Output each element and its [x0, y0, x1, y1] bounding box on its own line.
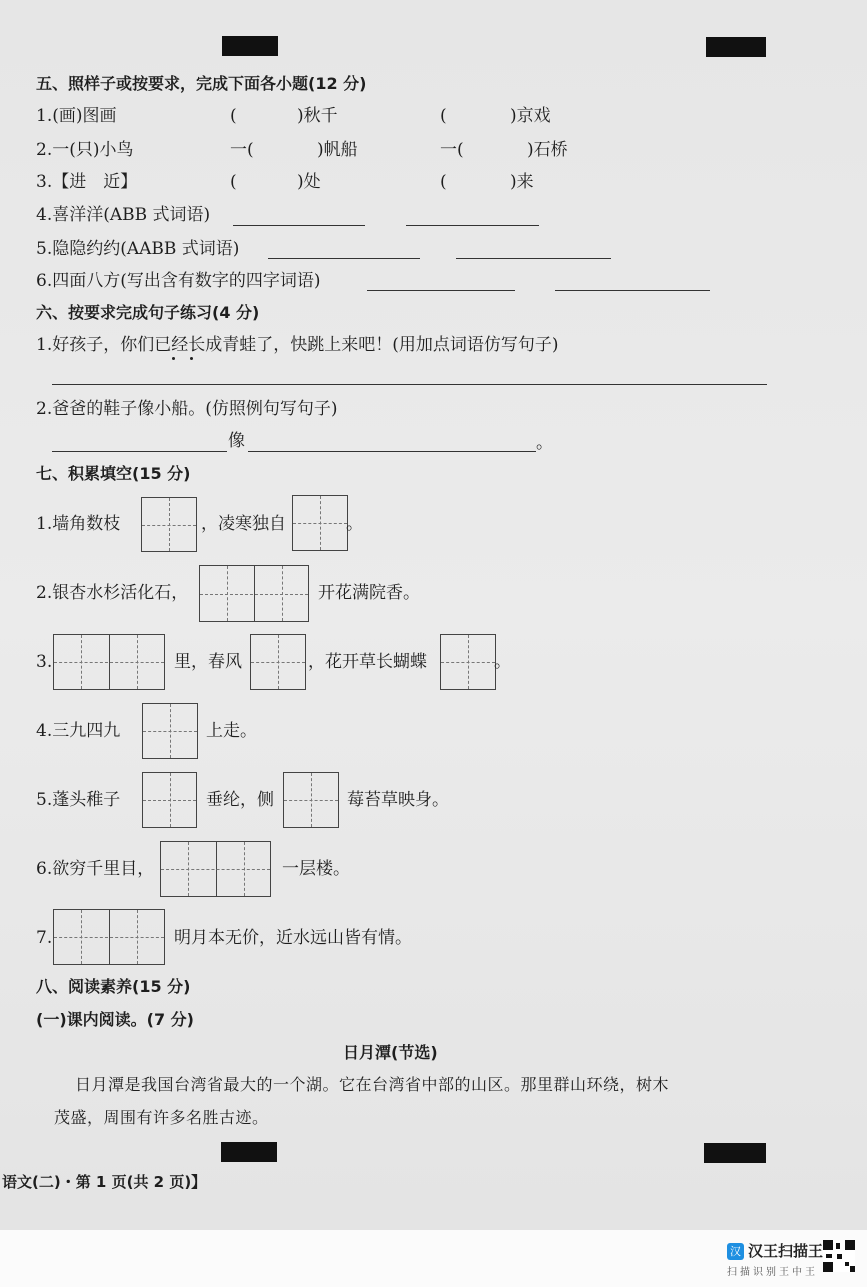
section-7-title: 七、积累填空(15 分) — [36, 464, 191, 483]
q7-5-char-box-1[interactable] — [142, 772, 197, 828]
q5-2-open: 一( — [230, 140, 254, 160]
q7-1-char-box-2[interactable] — [292, 495, 348, 551]
q5-2-open2: 一( — [440, 140, 464, 160]
q7-7-part1: 明月本无价，近水远山皆有情。 — [174, 928, 412, 948]
section-6-title: 六、按要求完成句子练习(4 分) — [36, 303, 260, 322]
q7-7-number: 7. — [36, 928, 53, 948]
q5-4-answer-line-2[interactable] — [406, 225, 539, 226]
section-8-subtitle: (一)课内阅读。(7 分) — [36, 1010, 194, 1029]
qr-code-icon[interactable] — [823, 1240, 855, 1272]
emphasis-dot — [172, 357, 175, 360]
q5-1-word2[interactable]: )京戏 — [510, 106, 551, 126]
q7-3-char-box-2[interactable] — [250, 634, 306, 690]
q7-3-number: 3. — [36, 652, 53, 672]
q5-3-open2: ( — [440, 172, 447, 192]
q7-2-part2: 开花满院香。 — [318, 583, 420, 603]
q5-4-prompt: 4.喜洋洋(ABB 式词语) — [36, 205, 211, 225]
registration-mark-bottom-right — [704, 1143, 766, 1163]
q7-6-part2: 一层楼。 — [282, 859, 350, 879]
q5-1-example: 1.(画)图画 — [36, 106, 117, 126]
page-footer: 语文(二)・第 1 页(共 2 页)】 — [2, 1173, 207, 1191]
q7-1-part2: ，凌寒独自 — [201, 514, 286, 534]
q6-2-answer-line-2[interactable] — [248, 451, 536, 452]
q7-6-char-box-double[interactable] — [160, 841, 271, 897]
registration-mark-bottom-left — [221, 1142, 277, 1162]
q7-3-part2: ，花开草长蝴蝶 — [308, 652, 427, 672]
q5-3-example: 3.【进 近】 — [36, 172, 138, 192]
section-8-title: 八、阅读素养(15 分) — [36, 977, 191, 996]
q7-3-char-box-3[interactable] — [440, 634, 496, 690]
q5-1-open2: ( — [440, 106, 447, 126]
q6-2-prompt: 2.爸爸的鞋子像小船。(仿照例句写句子) — [36, 399, 338, 419]
q5-6-prompt: 6.四面八方(写出含有数字的四字词语) — [36, 271, 321, 291]
q7-3-char-box-double[interactable] — [53, 634, 165, 690]
q5-2-example: 2.一(只)小鸟 — [36, 140, 134, 160]
q7-1-part1: 1.墙角数枝 — [36, 514, 121, 534]
q5-5-answer-line-2[interactable] — [456, 258, 611, 259]
q7-7-char-box-double[interactable] — [53, 909, 165, 965]
q7-1-char-box-1[interactable] — [141, 497, 197, 552]
registration-mark-top-right — [706, 37, 766, 57]
q7-1-period: 。 — [346, 514, 363, 534]
q7-5-part3: 莓苔草映身。 — [347, 790, 449, 810]
scanner-logo-icon: 汉 — [727, 1243, 744, 1260]
scanner-app-name: 汉王扫描王 — [748, 1242, 824, 1260]
q5-6-answer-line-1[interactable] — [367, 290, 515, 291]
q5-1-open: ( — [230, 106, 237, 126]
q7-4-part1: 4.三九四九 — [36, 721, 121, 741]
q5-5-prompt: 5.隐隐约约(AABB 式词语) — [36, 239, 240, 259]
q7-5-part1: 5.蓬头稚子 — [36, 790, 121, 810]
registration-mark-top-left — [222, 36, 278, 56]
section-5-title: 五、照样子或按要求，完成下面各小题(12 分) — [36, 74, 367, 93]
q7-4-char-box[interactable] — [142, 703, 198, 759]
q5-5-answer-line-1[interactable] — [268, 258, 420, 259]
passage-title: 日月潭(节选) — [343, 1043, 438, 1062]
emphasis-dot — [190, 357, 193, 360]
q7-5-part2: 垂纶，侧 — [206, 790, 274, 810]
q5-4-answer-line-1[interactable] — [233, 225, 365, 226]
q5-6-answer-line-2[interactable] — [555, 290, 710, 291]
scanner-slogan: 扫描识别王中王 — [727, 1267, 818, 1278]
passage-paragraph-line-2: 茂盛，周围有许多名胜古迹。 — [54, 1108, 269, 1127]
passage-paragraph-line-1: 日月潭是我国台湾省最大的一个湖。它在台湾省中部的山区。那里群山环绕，树木 — [75, 1075, 670, 1094]
q7-6-part1: 6.欲穷千里目， — [36, 859, 155, 879]
q5-2-word2[interactable]: )石桥 — [527, 140, 568, 160]
q5-2-word1[interactable]: )帆船 — [317, 140, 358, 160]
q5-3-word2[interactable]: )来 — [510, 172, 534, 192]
q7-3-part1: 里，春风 — [174, 652, 242, 672]
q6-2-period: 。 — [536, 433, 553, 453]
q7-2-part1: 2.银杏水杉活化石， — [36, 583, 189, 603]
q6-2-answer-line-1[interactable] — [52, 451, 227, 452]
q7-2-char-box-double[interactable] — [199, 565, 309, 622]
q7-5-char-box-2[interactable] — [283, 772, 339, 828]
q5-3-word1[interactable]: )处 — [297, 172, 321, 192]
q6-1-prompt: 1.好孩子，你们已经长成青蛙了，快跳上来吧！(用加点词语仿写句子) — [36, 335, 559, 355]
q6-2-connector: 像 — [228, 431, 245, 451]
q6-1-answer-line[interactable] — [52, 384, 767, 385]
q7-4-part2: 上走。 — [206, 721, 257, 741]
q7-3-period: 。 — [494, 652, 511, 672]
q5-1-word1[interactable]: )秋千 — [297, 106, 338, 126]
q5-3-open: ( — [230, 172, 237, 192]
